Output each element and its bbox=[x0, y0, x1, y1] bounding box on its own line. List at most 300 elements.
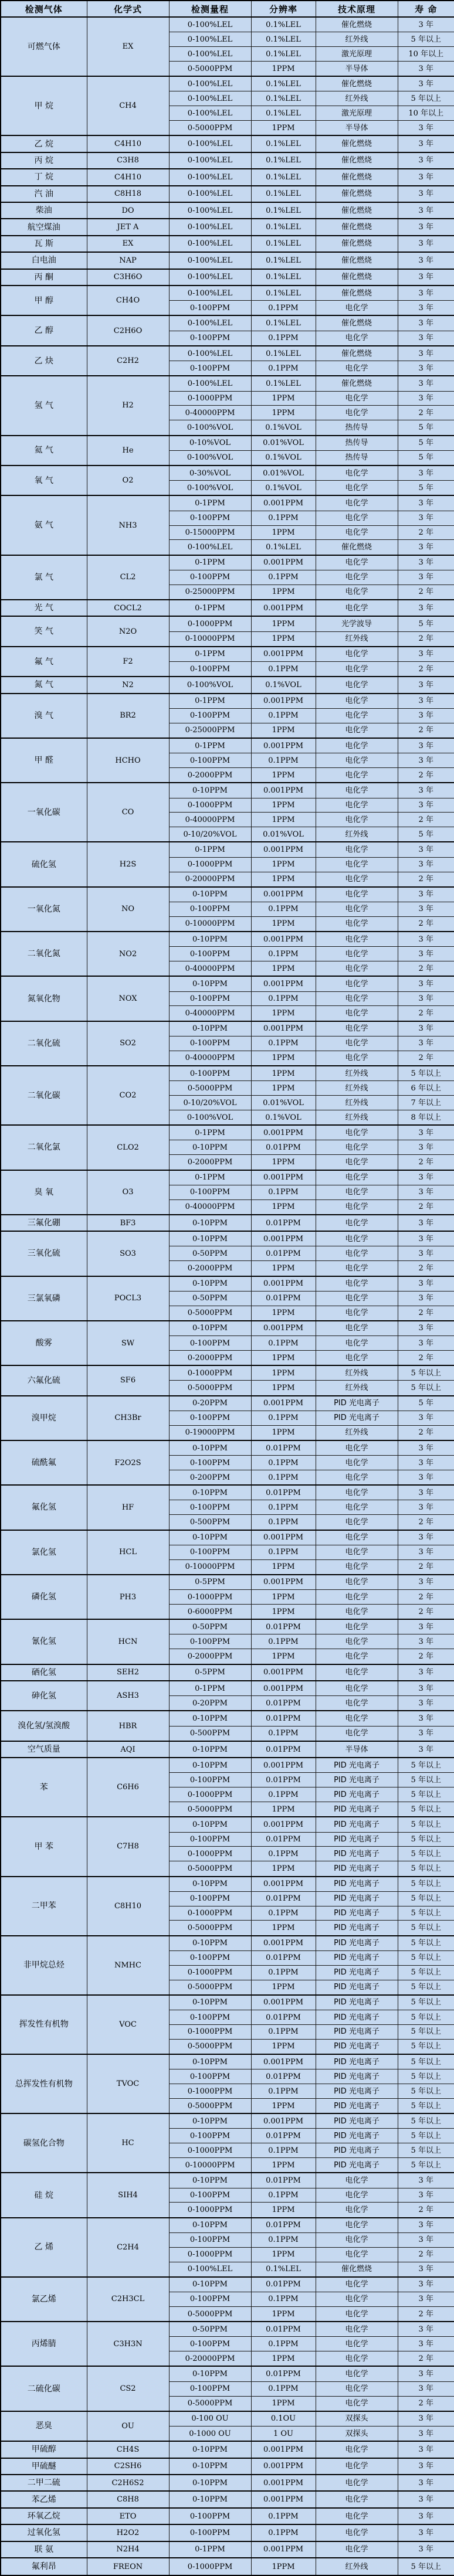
tech-principle-cell: 电化学 bbox=[316, 2491, 398, 2507]
resolution-cell: 0.001PPM bbox=[251, 2458, 316, 2475]
lifespan-cell: 3 年 bbox=[398, 2508, 454, 2524]
tech-principle-cell: PID 光电离子 bbox=[316, 1832, 398, 1847]
tech-principle-cell: 电化学 bbox=[316, 1021, 398, 1036]
lifespan-cell: 3 年 bbox=[398, 2426, 454, 2441]
table-row bbox=[1, 2458, 454, 2475]
resolution-cell: 0.1PPM bbox=[251, 1500, 316, 1515]
tech-principle-cell: 红外线 bbox=[316, 1066, 398, 1081]
tech-principle-cell: 催化燃烧 bbox=[316, 236, 398, 252]
tech-principle-cell: 电化学 bbox=[316, 555, 398, 570]
gas-name-cell: 柴油 bbox=[1, 202, 87, 219]
resolution-cell: 1PPM bbox=[251, 961, 316, 977]
gas-name-cell: 氮氧化物 bbox=[1, 976, 87, 1021]
resolution-cell: 0.1PPM bbox=[251, 2292, 316, 2307]
formula-cell: ETO bbox=[87, 2508, 169, 2524]
lifespan-cell: 3 年 bbox=[398, 1440, 454, 1456]
lifespan-cell: 3 年 bbox=[398, 301, 454, 316]
table-row bbox=[1, 315, 454, 331]
lifespan-cell: 5 年以上 bbox=[398, 2054, 454, 2069]
resolution-cell: 1PPM bbox=[251, 2306, 316, 2322]
resolution-cell: 0.1PPM bbox=[251, 1906, 316, 1921]
tech-principle-cell: 电化学 bbox=[316, 1125, 398, 1140]
range-cell: 0-10PPM bbox=[169, 2441, 251, 2458]
lifespan-cell: 3 年 bbox=[398, 76, 454, 91]
range-cell: 0-50PPM bbox=[169, 1619, 251, 1634]
formula-cell: C3H8 bbox=[87, 152, 169, 169]
resolution-cell: 0.001PPM bbox=[251, 1664, 316, 1681]
table-row bbox=[1, 2277, 454, 2292]
formula-cell: C8H8 bbox=[87, 2491, 169, 2507]
range-cell: 0-2000PPM bbox=[169, 1350, 251, 1365]
lifespan-cell: 5 年 bbox=[398, 827, 454, 842]
resolution-cell: 1PPM bbox=[251, 1261, 316, 1276]
formula-cell: F2O2S bbox=[87, 1440, 169, 1485]
gas-name-cell: 二氧化氯 bbox=[1, 1125, 87, 1170]
formula-cell: AQI bbox=[87, 1741, 169, 1758]
range-cell: 0-10PPM bbox=[169, 1021, 251, 1036]
column-header: 分辨率 bbox=[251, 1, 316, 17]
gas-name-cell: 苯乙烯 bbox=[1, 2491, 87, 2507]
table-row bbox=[1, 1530, 454, 1545]
tech-principle-cell: 电化学 bbox=[316, 976, 398, 991]
resolution-cell: 0.1PPM bbox=[251, 1847, 316, 1861]
lifespan-cell: 5 年以上 bbox=[398, 1936, 454, 1951]
range-cell: 0-10PPM bbox=[169, 1530, 251, 1545]
tech-principle-cell: 电化学 bbox=[316, 1559, 398, 1575]
range-cell: 0-10PPM bbox=[169, 1936, 251, 1951]
resolution-cell: 0.1PPM bbox=[251, 2381, 316, 2396]
lifespan-cell: 2 年 bbox=[398, 916, 454, 932]
lifespan-cell: 5 年以上 bbox=[398, 1921, 454, 1936]
resolution-cell: 0.01PPM bbox=[251, 2129, 316, 2143]
resolution-cell: 1PPM bbox=[251, 857, 316, 872]
gas-name-cell: 氯乙烯 bbox=[1, 2277, 87, 2322]
resolution-cell: 1PPM bbox=[251, 1559, 316, 1575]
resolution-cell: 0.001PPM bbox=[251, 1170, 316, 1185]
table-row bbox=[1, 1681, 454, 1696]
lifespan-cell: 3 年 bbox=[398, 2232, 454, 2247]
resolution-cell: 0.1PPM bbox=[251, 662, 316, 677]
range-cell: 0-1PPM bbox=[169, 1125, 251, 1140]
lifespan-cell: 5 年以上 bbox=[398, 1802, 454, 1817]
range-cell: 0-10PPM bbox=[169, 1995, 251, 2010]
range-cell: 0-40000PPM bbox=[169, 961, 251, 977]
range-cell: 0-100%LEL bbox=[169, 2262, 251, 2277]
range-cell: 0-200PPM bbox=[169, 1470, 251, 1486]
formula-cell: HBR bbox=[87, 1711, 169, 1741]
table-row bbox=[1, 76, 454, 91]
resolution-cell: 0.01PPM bbox=[251, 1891, 316, 1906]
formula-cell: H2S bbox=[87, 842, 169, 886]
resolution-cell: 0.01PPM bbox=[251, 1215, 316, 1231]
resolution-cell: 0.1PPM bbox=[251, 2232, 316, 2247]
lifespan-cell: 5 年以上 bbox=[398, 2143, 454, 2158]
lifespan-cell: 3 年 bbox=[398, 1741, 454, 1758]
tech-principle-cell: 电化学 bbox=[316, 511, 398, 525]
resolution-cell: 1PPM bbox=[251, 1066, 316, 1081]
formula-cell: NH3 bbox=[87, 495, 169, 555]
range-cell: 0-100%LEL bbox=[169, 252, 251, 269]
resolution-cell: 0.001PPM bbox=[251, 1817, 316, 1832]
range-cell: 0-40000PPM bbox=[169, 813, 251, 827]
lifespan-cell: 2 年 bbox=[398, 768, 454, 783]
tech-principle-cell: 电化学 bbox=[316, 1246, 398, 1261]
resolution-cell: 0.1PPM bbox=[251, 2508, 316, 2524]
range-cell: 0-1000PPM bbox=[169, 1590, 251, 1605]
resolution-cell: 1PPM bbox=[251, 1365, 316, 1381]
gas-name-cell: 三氟化硼 bbox=[1, 1215, 87, 1231]
tech-principle-cell: PID 光电离子 bbox=[316, 1787, 398, 1802]
gas-name-cell: 氨 气 bbox=[1, 495, 87, 555]
resolution-cell: 1PPM bbox=[251, 121, 316, 136]
column-header: 检测量程 bbox=[169, 1, 251, 17]
formula-cell: HF bbox=[87, 1485, 169, 1530]
resolution-cell: 1PPM bbox=[251, 768, 316, 783]
lifespan-cell: 2 年 bbox=[398, 1604, 454, 1619]
range-cell: 0-2000PPM bbox=[169, 1649, 251, 1664]
formula-cell: SEH2 bbox=[87, 1664, 169, 1681]
lifespan-cell: 3 年 bbox=[398, 1215, 454, 1231]
lifespan-cell: 3 年 bbox=[398, 798, 454, 813]
range-cell: 0-10PPM bbox=[169, 2113, 251, 2129]
resolution-cell: 0.01PPM bbox=[251, 1711, 316, 1726]
range-cell: 0-25000PPM bbox=[169, 723, 251, 738]
formula-cell: OU bbox=[87, 2411, 169, 2441]
range-cell: 0-10PPM bbox=[169, 1877, 251, 1892]
lifespan-cell: 5 年以上 bbox=[398, 1066, 454, 1081]
range-cell: 0-100%LEL bbox=[169, 236, 251, 252]
lifespan-cell: 2 年 bbox=[398, 1306, 454, 1321]
range-cell: 0-100%LEL bbox=[169, 106, 251, 121]
resolution-cell: 0.01PPM bbox=[251, 2173, 316, 2188]
tech-principle-cell: 电化学 bbox=[316, 2508, 398, 2524]
tech-principle-cell: 电化学 bbox=[316, 1051, 398, 1066]
resolution-cell: 0.001PPM bbox=[251, 1877, 316, 1892]
gas-name-cell: 硫酰氟 bbox=[1, 1440, 87, 1485]
tech-principle-cell: 电化学 bbox=[316, 1321, 398, 1336]
lifespan-cell: 3 年 bbox=[398, 694, 454, 709]
tech-principle-cell: 电化学 bbox=[316, 887, 398, 902]
resolution-cell: 0.001PPM bbox=[251, 976, 316, 991]
range-cell: 0-5PPM bbox=[169, 1575, 251, 1590]
formula-cell: N2H4 bbox=[87, 2541, 169, 2558]
gas-name-cell: 白电油 bbox=[1, 252, 87, 269]
resolution-cell: 0.1PPM bbox=[251, 2524, 316, 2541]
tech-principle-cell: PID 光电离子 bbox=[316, 1802, 398, 1817]
tech-principle-cell: 电化学 bbox=[316, 1036, 398, 1051]
lifespan-cell: 3 年 bbox=[398, 540, 454, 555]
lifespan-cell: 2 年 bbox=[398, 2247, 454, 2262]
tech-principle-cell: 电化学 bbox=[316, 738, 398, 753]
lifespan-cell: 3 年 bbox=[398, 361, 454, 376]
resolution-cell: 0.001PPM bbox=[251, 555, 316, 570]
tech-principle-cell: 双探头 bbox=[316, 2411, 398, 2427]
gas-name-cell: 甲硫醚 bbox=[1, 2458, 87, 2475]
table-row bbox=[1, 976, 454, 991]
resolution-cell: 0.01PPM bbox=[251, 2069, 316, 2084]
resolution-cell: 0.1%LEL bbox=[251, 236, 316, 252]
tech-principle-cell: 电化学 bbox=[316, 2524, 398, 2541]
range-cell: 0-1000PPM bbox=[169, 2024, 251, 2039]
formula-cell: HCHO bbox=[87, 738, 169, 783]
lifespan-cell: 3 年 bbox=[398, 236, 454, 252]
tech-principle-cell: PID 光电离子 bbox=[316, 2069, 398, 2084]
formula-cell: SW bbox=[87, 1321, 169, 1365]
formula-cell: CS2 bbox=[87, 2366, 169, 2411]
lifespan-cell: 3 年 bbox=[398, 1170, 454, 1185]
lifespan-cell: 2 年 bbox=[398, 813, 454, 827]
tech-principle-cell: PID 光电离子 bbox=[316, 1817, 398, 1832]
resolution-cell: 0.1PPM bbox=[251, 361, 316, 376]
resolution-cell: 1PPM bbox=[251, 2039, 316, 2054]
range-cell: 0-5000PPM bbox=[169, 2306, 251, 2322]
resolution-cell: 0.001PPM bbox=[251, 738, 316, 753]
gas-name-cell: 砷化氢 bbox=[1, 1681, 87, 1711]
gas-name-cell: 硒化氢 bbox=[1, 1664, 87, 1681]
tech-principle-cell: 电化学 bbox=[316, 2218, 398, 2233]
tech-principle-cell: 电化学 bbox=[316, 2322, 398, 2337]
tech-principle-cell: 电化学 bbox=[316, 783, 398, 798]
tech-principle-cell: PID 光电离子 bbox=[316, 1950, 398, 1965]
gas-name-cell: 磷化氢 bbox=[1, 1575, 87, 1619]
range-cell: 0-100%LEL bbox=[169, 540, 251, 555]
formula-cell: H2 bbox=[87, 376, 169, 435]
table-row bbox=[1, 2524, 454, 2541]
gas-name-cell: 过氧化氢 bbox=[1, 2524, 87, 2541]
tech-principle-cell: 电化学 bbox=[316, 1155, 398, 1170]
resolution-cell: 0.1PPM bbox=[251, 570, 316, 584]
range-cell: 0-100%LEL bbox=[169, 202, 251, 219]
tech-principle-cell: 催化燃烧 bbox=[316, 152, 398, 169]
gas-name-cell: 丙 烷 bbox=[1, 152, 87, 169]
range-cell: 0-100%LEL bbox=[169, 286, 251, 301]
range-cell: 0-100PPM bbox=[169, 1336, 251, 1351]
lifespan-cell: 3 年 bbox=[398, 753, 454, 768]
resolution-cell: 0.1%LEL bbox=[251, 186, 316, 202]
resolution-cell: 0.001PPM bbox=[251, 887, 316, 902]
range-cell: 0-1PPM bbox=[169, 555, 251, 570]
resolution-cell: 0.1%VOL bbox=[251, 481, 316, 496]
formula-cell: SO2 bbox=[87, 1021, 169, 1066]
range-cell: 0-1000PPM bbox=[169, 2247, 251, 2262]
range-cell: 0-5000PPM bbox=[169, 2396, 251, 2411]
lifespan-cell: 3 年 bbox=[398, 169, 454, 185]
tech-principle-cell: 电化学 bbox=[316, 1604, 398, 1619]
lifespan-cell: 3 年 bbox=[398, 1125, 454, 1140]
table-row bbox=[1, 1485, 454, 1500]
resolution-cell: 1PPM bbox=[251, 2558, 316, 2575]
gas-name-cell: 三氧化硫 bbox=[1, 1231, 87, 1276]
gas-name-cell: 丙烯腈 bbox=[1, 2322, 87, 2366]
lifespan-cell: 5 年以上 bbox=[398, 1861, 454, 1877]
range-cell: 0-1000PPM bbox=[169, 2084, 251, 2099]
lifespan-cell: 3 年 bbox=[398, 1336, 454, 1351]
range-cell: 0-100%VOL bbox=[169, 450, 251, 465]
tech-principle-cell: 电化学 bbox=[316, 495, 398, 511]
gas-name-cell: 碳氢化合物 bbox=[1, 2113, 87, 2173]
lifespan-cell: 6 年以上 bbox=[398, 1081, 454, 1096]
lifespan-cell: 5 年以上 bbox=[398, 2039, 454, 2054]
resolution-cell: 0.1%LEL bbox=[251, 540, 316, 555]
resolution-cell: 0.001PPM bbox=[251, 1396, 316, 1411]
tech-principle-cell: 电化学 bbox=[316, 1711, 398, 1726]
lifespan-cell: 3 年 bbox=[398, 857, 454, 872]
tech-principle-cell: 热传导 bbox=[316, 450, 398, 465]
range-cell: 0-10PPM bbox=[169, 1140, 251, 1155]
lifespan-cell: 3 年 bbox=[398, 1456, 454, 1470]
gas-name-cell: 笑 气 bbox=[1, 616, 87, 646]
tech-principle-cell: 电化学 bbox=[316, 662, 398, 677]
tech-principle-cell: 电化学 bbox=[316, 813, 398, 827]
tech-principle-cell: 电化学 bbox=[316, 1199, 398, 1215]
resolution-cell: 0.1PPM bbox=[251, 1036, 316, 1051]
formula-cell: POCL3 bbox=[87, 1276, 169, 1321]
resolution-cell: 1PPM bbox=[251, 1006, 316, 1021]
range-cell: 0-5000PPM bbox=[169, 2098, 251, 2113]
tech-principle-cell: 电化学 bbox=[316, 902, 398, 917]
range-cell: 0-1000PPM bbox=[169, 857, 251, 872]
tech-principle-cell: 电化学 bbox=[316, 1276, 398, 1292]
table-row bbox=[1, 2366, 454, 2381]
gas-name-cell: 甲 烷 bbox=[1, 76, 87, 135]
range-cell: 0-100PPM bbox=[169, 1456, 251, 1470]
resolution-cell: 0.1%LEL bbox=[251, 91, 316, 106]
range-cell: 0-20PPM bbox=[169, 1696, 251, 1711]
lifespan-cell: 2 年 bbox=[398, 406, 454, 420]
tech-principle-cell: 电化学 bbox=[316, 1575, 398, 1590]
resolution-cell: 0.1PPM bbox=[251, 902, 316, 917]
lifespan-cell: 3 年 bbox=[398, 1726, 454, 1741]
lifespan-cell: 3 年 bbox=[398, 570, 454, 584]
table-row bbox=[1, 1575, 454, 1590]
range-cell: 0-100%LEL bbox=[169, 47, 251, 62]
lifespan-cell: 3 年 bbox=[398, 2441, 454, 2458]
tech-principle-cell: 电化学 bbox=[316, 723, 398, 738]
resolution-cell: 0.001PPM bbox=[251, 600, 316, 616]
lifespan-cell: 3 年 bbox=[398, 121, 454, 136]
resolution-cell: 0.01PPM bbox=[251, 1773, 316, 1787]
range-cell: 0-1000PPM bbox=[169, 391, 251, 406]
header-row bbox=[1, 1, 454, 17]
resolution-cell: 1PPM bbox=[251, 61, 316, 76]
gas-name-cell: 氟利昂 bbox=[1, 2558, 87, 2575]
resolution-cell: 0.1%LEL bbox=[251, 202, 316, 219]
table-row bbox=[1, 1741, 454, 1758]
range-cell: 0-100PPM bbox=[169, 2188, 251, 2203]
lifespan-cell: 3 年 bbox=[398, 465, 454, 481]
tech-principle-cell: 电化学 bbox=[316, 331, 398, 346]
resolution-cell: 0.001PPM bbox=[251, 2541, 316, 2558]
range-cell: 0-100PPM bbox=[169, 1832, 251, 1847]
tech-principle-cell: PID 光电离子 bbox=[316, 2010, 398, 2025]
tech-principle-cell: 红外线 bbox=[316, 827, 398, 842]
range-cell: 0-500PPM bbox=[169, 1726, 251, 1741]
table-row bbox=[1, 2173, 454, 2188]
resolution-cell: 0.1%LEL bbox=[251, 169, 316, 185]
resolution-cell: 0.001PPM bbox=[251, 1125, 316, 1140]
lifespan-cell: 3 年 bbox=[398, 2524, 454, 2541]
resolution-cell: 0.1PPM bbox=[251, 1336, 316, 1351]
resolution-cell: 1PPM bbox=[251, 616, 316, 631]
tech-principle-cell: 电化学 bbox=[316, 1696, 398, 1711]
tech-principle-cell: 红外线 bbox=[316, 1381, 398, 1396]
resolution-cell: 0.001PPM bbox=[251, 1758, 316, 1773]
formula-cell: HC bbox=[87, 2113, 169, 2173]
lifespan-cell: 8 年以上 bbox=[398, 1110, 454, 1125]
tech-principle-cell: 电化学 bbox=[316, 916, 398, 932]
lifespan-cell: 5 年以上 bbox=[398, 1817, 454, 1832]
range-cell: 0-100%LEL bbox=[169, 269, 251, 286]
table-row bbox=[1, 236, 454, 252]
range-cell: 0-100PPM bbox=[169, 1036, 251, 1051]
resolution-cell: 1PPM bbox=[251, 391, 316, 406]
range-cell: 0-40000PPM bbox=[169, 1006, 251, 1021]
lifespan-cell: 5 年以上 bbox=[398, 1381, 454, 1396]
range-cell: 0-1PPM bbox=[169, 1170, 251, 1185]
gas-name-cell: 非甲烷总烃 bbox=[1, 1936, 87, 1995]
formula-cell: CL2 bbox=[87, 555, 169, 600]
gas-name-cell: 挥发性有机物 bbox=[1, 1995, 87, 2054]
tech-principle-cell: PID 光电离子 bbox=[316, 2129, 398, 2143]
range-cell: 0-500PPM bbox=[169, 1515, 251, 1530]
tech-principle-cell: 电化学 bbox=[316, 406, 398, 420]
tech-principle-cell: 红外线 bbox=[316, 1081, 398, 1096]
range-cell: 0-100PPM bbox=[169, 1411, 251, 1425]
tech-principle-cell: 电化学 bbox=[316, 1619, 398, 1634]
lifespan-cell: 5 年以上 bbox=[398, 32, 454, 47]
gas-name-cell: 乙 炔 bbox=[1, 346, 87, 376]
tech-principle-cell: PID 光电离子 bbox=[316, 2054, 398, 2069]
range-cell: 0-100%LEL bbox=[169, 76, 251, 91]
resolution-cell: 0.1%LEL bbox=[251, 269, 316, 286]
tech-principle-cell: 电化学 bbox=[316, 2441, 398, 2458]
range-cell: 0-1PPM bbox=[169, 647, 251, 662]
gas-name-cell: 联 氨 bbox=[1, 2541, 87, 2558]
resolution-cell: 1PPM bbox=[251, 525, 316, 540]
tech-principle-cell: 催化燃烧 bbox=[316, 169, 398, 185]
tech-principle-cell: 电化学 bbox=[316, 600, 398, 616]
resolution-cell: 0.1%LEL bbox=[251, 76, 316, 91]
table-row bbox=[1, 2475, 454, 2491]
lifespan-cell: 3 年 bbox=[398, 708, 454, 723]
tech-principle-cell: 电化学 bbox=[316, 1006, 398, 1021]
range-cell: 0-10PPM bbox=[169, 2218, 251, 2233]
resolution-cell: 1PPM bbox=[251, 2396, 316, 2411]
range-cell: 0-100PPM bbox=[169, 1950, 251, 1965]
range-cell: 0-100PPM bbox=[169, 2508, 251, 2524]
lifespan-cell: 3 年 bbox=[398, 2337, 454, 2351]
tech-principle-cell: PID 光电离子 bbox=[316, 1891, 398, 1906]
lifespan-cell: 2 年 bbox=[398, 1515, 454, 1530]
range-cell: 0-100%LEL bbox=[169, 91, 251, 106]
lifespan-cell: 3 年 bbox=[398, 186, 454, 202]
formula-cell: C2H6O bbox=[87, 315, 169, 345]
resolution-cell: 0.01PPM bbox=[251, 1291, 316, 1306]
tech-principle-cell: 电化学 bbox=[316, 857, 398, 872]
gas-name-cell: 一氧化氮 bbox=[1, 887, 87, 932]
resolution-cell: 0.1OU bbox=[251, 2411, 316, 2427]
tech-principle-cell: PID 光电离子 bbox=[316, 2024, 398, 2039]
tech-principle-cell: 电化学 bbox=[316, 947, 398, 961]
lifespan-cell: 5 年以上 bbox=[398, 2558, 454, 2575]
range-cell: 0-1PPM bbox=[169, 738, 251, 753]
resolution-cell: 0.01PPM bbox=[251, 1140, 316, 1155]
tech-principle-cell: 电化学 bbox=[316, 1470, 398, 1486]
tech-principle-cell: 红外线 bbox=[316, 32, 398, 47]
resolution-cell: 0.1PPM bbox=[251, 2084, 316, 2099]
lifespan-cell: 5 年以上 bbox=[398, 1787, 454, 1802]
range-cell: 0-1000PPM bbox=[169, 2558, 251, 2575]
